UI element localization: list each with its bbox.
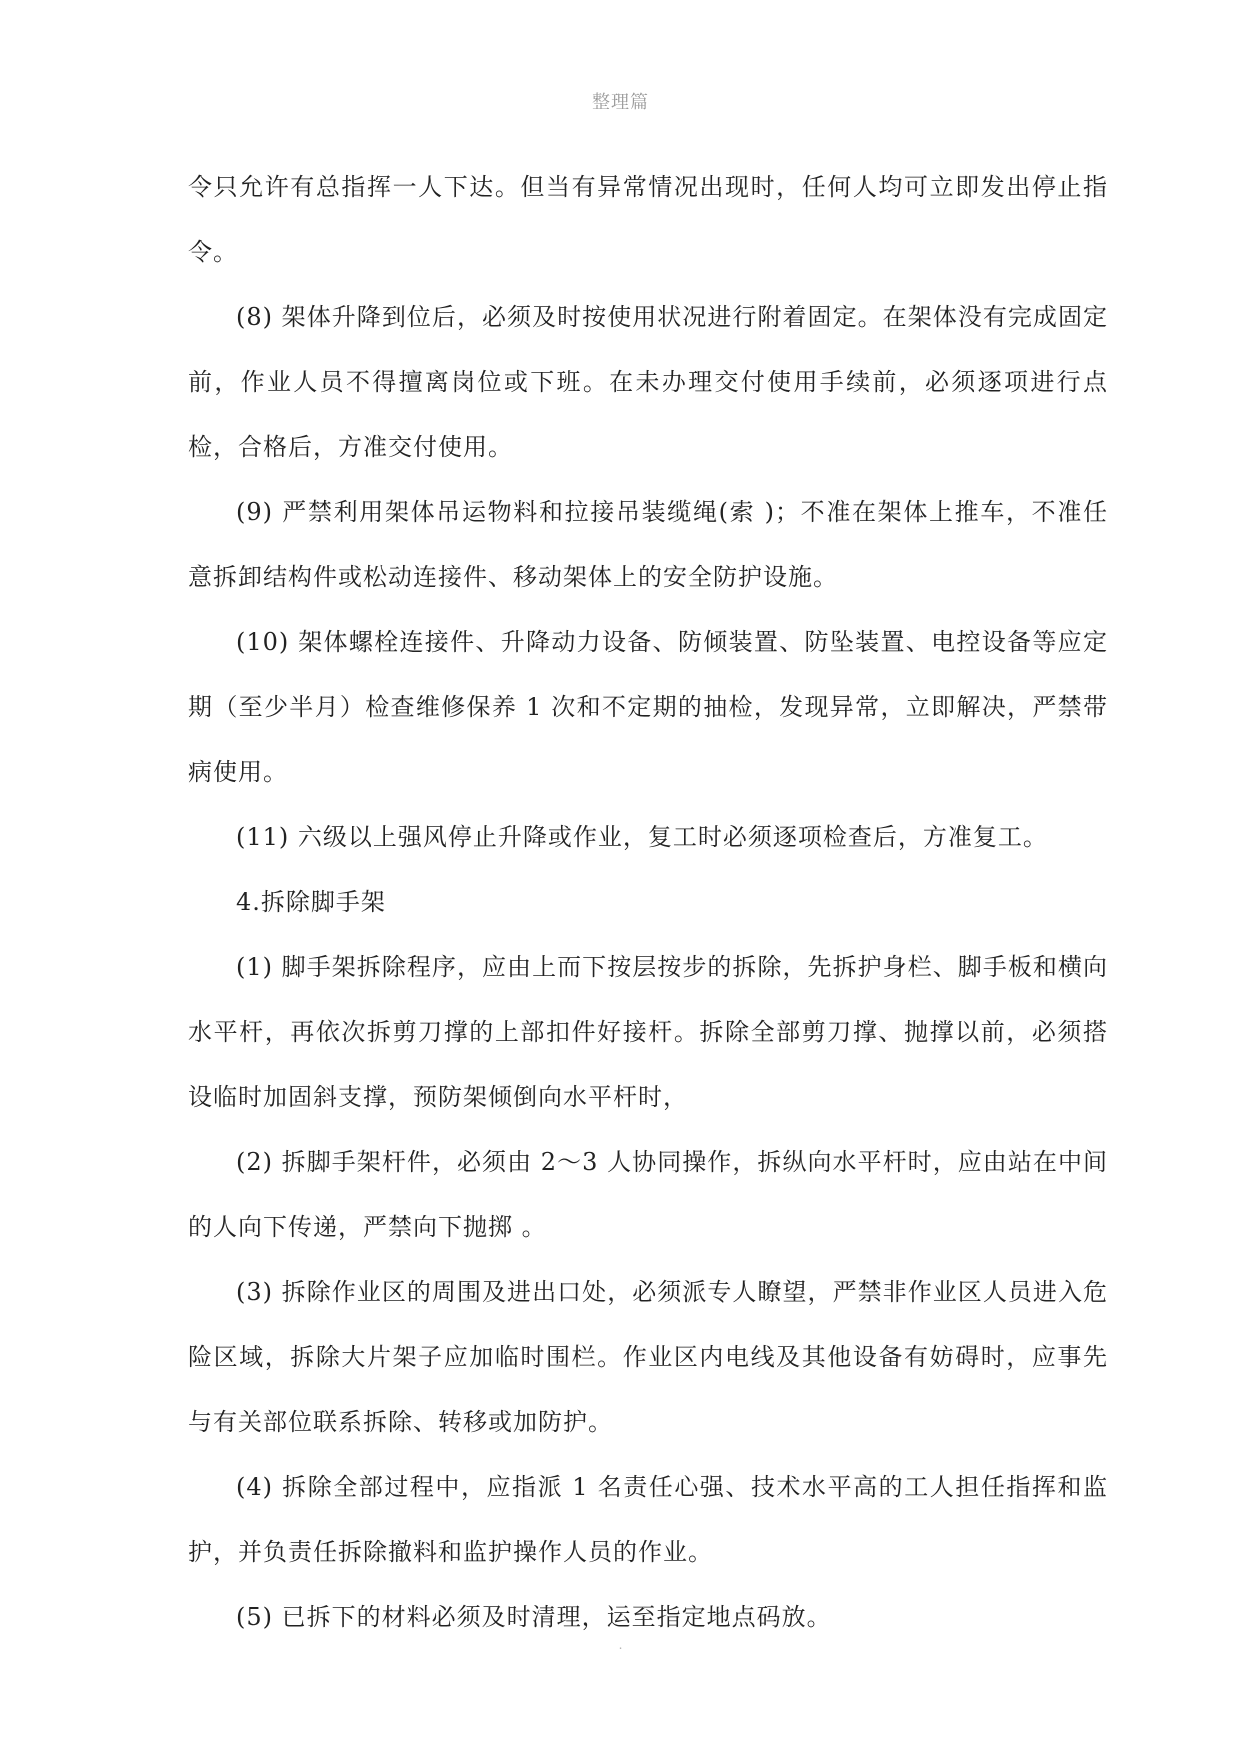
paragraph-item-2: (2) 拆脚手架杆件，必须由 2～3 人协同操作，拆纵向水平杆时，应由站在中间的人向下传递，严禁向下抛掷 。 <box>188 1148 1108 1241</box>
document-body <box>188 155 1108 1650</box>
paragraph-item-11: (11) 六级以上强风停止升降或作业，复工时必须逐项检查后，方准复工。 <box>236 823 1048 851</box>
paragraph-item-3: (3) 拆除作业区的周围及进出口处，必须派专人瞭望，严禁非作业区人员进入危险区域，拆除大片架子应加临时围栏。作业区内电线及其他设备有妨碍时，应事先与有关部位联系拆除、转移或加防护。 <box>188 1278 1108 1436</box>
paragraph-item-9: (9) 严禁利用架体吊运物料和拉接吊装缆绳(索 )；不准在架体上推车，不准任意拆卸结构件或松动连接件、移动架体上的安全防护设施。 <box>188 498 1108 591</box>
paragraph-item-8: (8) 架体升降到位后，必须及时按使用状况进行附着固定。在架体没有完成固定前，作业人员不得擅离岗位或下班。在未办理交付使用手续前，必须逐项进行点检，合格后，方准交付使用。 <box>188 303 1108 461</box>
paragraph-item-5: (5) 已拆下的材料必须及时清理，运至指定地点码放。 <box>236 1603 832 1631</box>
paragraph-item-4: (4) 拆除全部过程中，应指派 1 名责任心强、技术水平高的工人担任指挥和监护，并负责任拆除撤料和监护操作人员的作业。 <box>188 1473 1108 1566</box>
page-header: 整理篇 <box>592 92 649 113</box>
paragraph-continuation: 令只允许有总指挥一人下达。但当有异常情况出现时，任何人均可立即发出停止指令。 <box>188 173 1108 266</box>
page-footer-mark: . <box>618 1638 623 1652</box>
paragraph-item-10: (10) 架体螺栓连接件、升降动力设备、防倾装置、防坠装置、电控设备等应定期（至少半月）检查维修保养 1 次和不定期的抽检，发现异常，立即解决，严禁带病使用。 <box>188 628 1108 786</box>
section-heading: 4.拆除脚手架 <box>236 888 386 916</box>
paragraph-item-1: (1) 脚手架拆除程序，应由上而下按层按步的拆除，先拆护身栏、脚手板和横向水平杆，再依次拆剪刀撑的上部扣件好接杆。拆除全部剪刀撑、抛撑以前，必须搭设临时加固斜支撑，预防架倾倒向水平杆时， <box>188 953 1108 1111</box>
